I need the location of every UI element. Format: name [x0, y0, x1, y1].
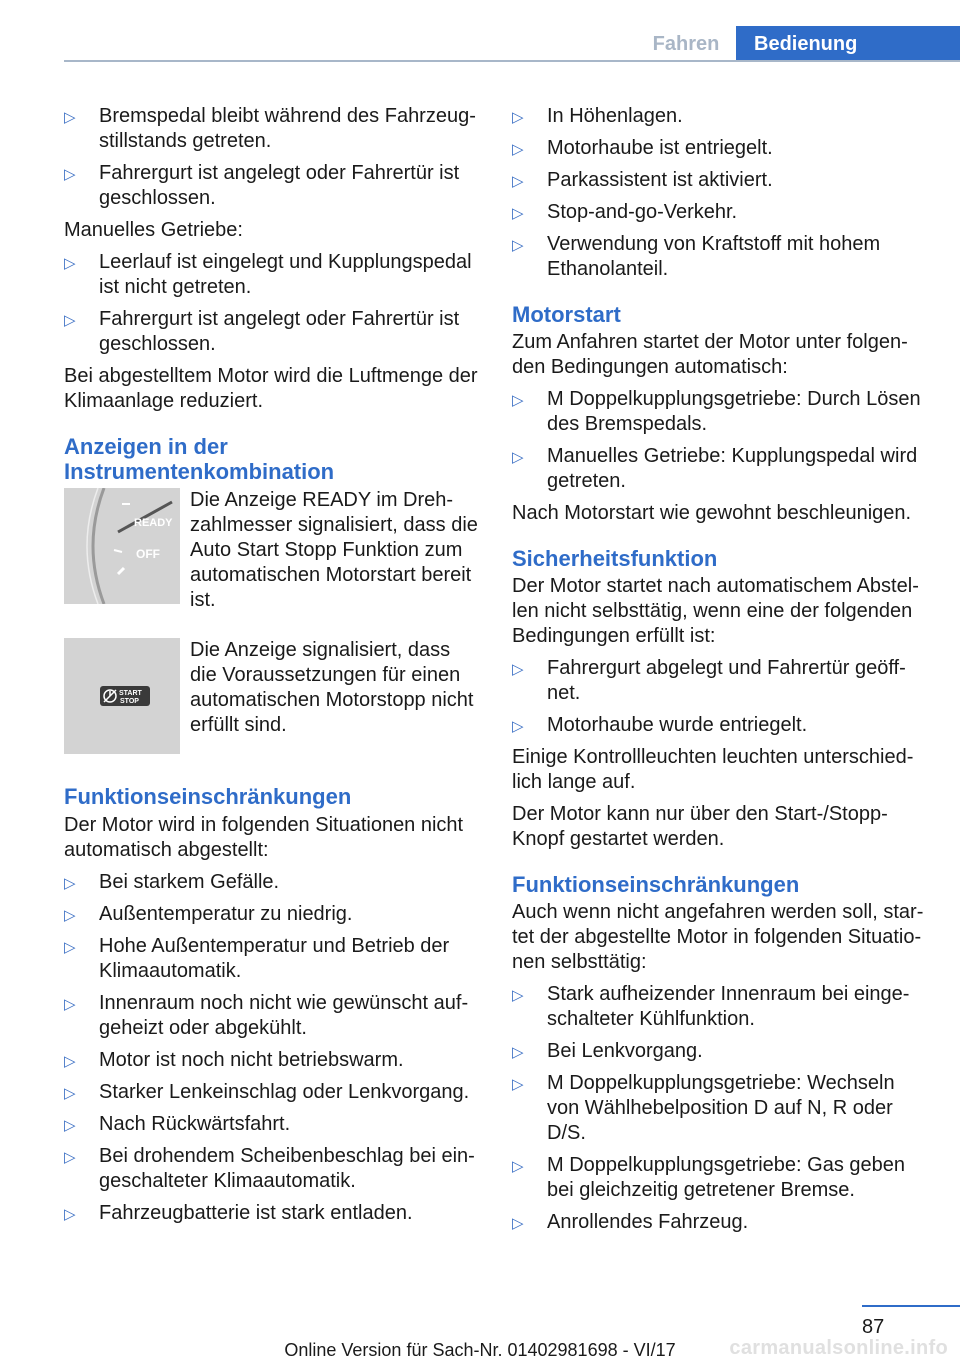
list-item — [512, 1210, 932, 1235]
heading-motorstart: Motorstart — [512, 302, 621, 327]
online-version-note: Online Version für Sach-Nr. 01402981698 - VI/17 — [284, 1340, 676, 1360]
left-list-2 — [64, 250, 480, 357]
stop-label: STOP — [120, 698, 139, 705]
bullet-triangle-icon: ▷ — [64, 875, 76, 892]
list-item-text: Motor ist noch nicht betriebswarm. — [99, 1049, 404, 1071]
list-item — [512, 104, 932, 129]
left-paragraph-1: Bei abgestelltem Motor wird die Luftmenge der Klimaanlage reduziert. — [64, 365, 478, 412]
header-tab-bedienung[interactable]: Bedienung — [736, 26, 960, 62]
right-paragraph-5: Der Motor kann nur über den Start-/Stopp-Knopf gestartet werden. — [512, 803, 888, 850]
bullet-triangle-icon: ▷ — [512, 109, 524, 126]
bullet-triangle-icon: ▷ — [512, 1076, 524, 1093]
list-item-text: In Höhenlagen. — [547, 105, 683, 127]
footer-divider — [862, 1305, 960, 1307]
list-item — [64, 1144, 480, 1194]
right-column — [512, 104, 932, 1242]
page-number: 87 — [862, 1316, 885, 1338]
heading-funktionseinschraenkungen-right: Funktionseinschränkungen — [512, 872, 800, 897]
list-item — [64, 902, 480, 927]
list-item-text: Hohe Außentemperatur und Betrieb der Klimaautomatik. — [99, 935, 450, 982]
bullet-triangle-icon: ▷ — [64, 996, 76, 1013]
ready-label: READY — [134, 517, 173, 529]
list-item — [512, 168, 932, 193]
bullet-triangle-icon: ▷ — [512, 205, 524, 222]
heading-funktionseinschraenkungen-left: Funktionseinschränkungen — [64, 784, 352, 809]
list-item-text: Außentemperatur zu niedrig. — [99, 903, 353, 925]
list-item-text: M Doppelkupplungsgetriebe: Wechseln von Wählhebelposition D auf N, R oder D/S. — [547, 1072, 895, 1144]
list-item — [512, 1039, 932, 1064]
list-item-text: Fahrzeugbatterie ist stark entladen. — [99, 1202, 413, 1224]
right-paragraph-1: Zum Anfahren startet der Motor unter folgenden Bedingungen automatisch: — [512, 331, 908, 378]
list-item-text: M Doppelkupplungsgetriebe: Durch Lösen des Bremspedals. — [547, 388, 921, 435]
list-item — [64, 250, 480, 300]
list-item — [64, 991, 480, 1041]
auto-start-stop-image — [64, 638, 180, 754]
bullet-triangle-icon: ▷ — [512, 718, 524, 735]
bullet-triangle-icon: ▷ — [64, 255, 76, 272]
list-item — [512, 387, 932, 437]
bullet-triangle-icon: ▷ — [64, 1117, 76, 1134]
list-item-text: Motorhaube ist entriegelt. — [547, 137, 773, 159]
list-item — [512, 1071, 932, 1146]
list-item-text: Fahrergurt ist angelegt oder Fahrertür ist geschlossen. — [99, 308, 460, 355]
list-item — [512, 136, 932, 161]
bullet-triangle-icon: ▷ — [512, 173, 524, 190]
right-paragraph-6: Auch wenn nicht angefahren werden soll, startet der abgestellte Motor in folgenden Situationen selbsttätig: — [512, 901, 924, 973]
bullet-triangle-icon: ▷ — [64, 939, 76, 956]
bullet-triangle-icon: ▷ — [64, 907, 76, 924]
list-item — [512, 713, 932, 738]
bullet-triangle-icon: ▷ — [64, 312, 76, 329]
tachometer-ready-image — [64, 488, 180, 604]
list-item-text: Anrollendes Fahrzeug. — [547, 1211, 749, 1233]
list-item-text: Manuelles Getriebe: Kupplungspedal wird getreten. — [547, 445, 918, 492]
list-item-text: Stop-and-go-Verkehr. — [547, 201, 738, 223]
list-item-text: Stark aufheizender Innenraum bei eingeschalteter Kühlfunktion. — [547, 983, 910, 1030]
list-item-text: M Doppelkupplungsgetriebe: Gas geben bei gleichzeitig getretener Bremse. — [547, 1154, 906, 1201]
list-item — [512, 982, 932, 1032]
list-item — [512, 444, 932, 494]
stop-indicator-row — [64, 638, 480, 764]
left-list-1 — [64, 104, 480, 211]
list-item-text: Starker Lenkeinschlag oder Lenkvorgang. — [99, 1081, 470, 1103]
left-paragraph-2: Der Motor wird in folgenden Situationen nicht automatisch abgestellt: — [64, 814, 464, 861]
bullet-triangle-icon: ▷ — [512, 987, 524, 1004]
header-divider — [64, 60, 960, 62]
list-item-text: Parkassistent ist aktiviert. — [547, 169, 773, 191]
right-list-1 — [512, 104, 932, 282]
right-list-4 — [512, 982, 932, 1235]
list-item — [64, 1080, 480, 1105]
list-item — [64, 1112, 480, 1137]
bullet-triangle-icon: ▷ — [512, 141, 524, 158]
list-item-text: Bremspedal bleibt während des Fahrzeugstillstands getreten. — [99, 105, 476, 152]
ready-indicator-text: Die Anzeige READY im Drehzahlmesser signalisiert, dass die Auto Start Stopp Funktion zum automatischen Motorstart bereit ist. — [190, 489, 478, 611]
list-item-text: Fahrergurt abgelegt und Fahrertür geöffnet. — [547, 657, 906, 704]
list-item — [512, 200, 932, 225]
list-item — [512, 232, 932, 282]
right-paragraph-3: Der Motor startet nach automatischem Abstellen nicht selbsttätig, wenn eine der folgenden Bedingungen erfüllt ist: — [512, 575, 919, 647]
list-item — [64, 104, 480, 154]
list-item-text: Bei drohendem Scheibenbeschlag bei eingeschalteter Klimaautomatik. — [99, 1145, 475, 1192]
bullet-triangle-icon: ▷ — [512, 661, 524, 678]
list-item-text: Motorhaube wurde entriegelt. — [547, 714, 808, 736]
list-item-text: Bei Lenkvorgang. — [547, 1040, 703, 1062]
list-item-text: Innenraum noch nicht wie gewünscht aufgeheizt oder abgekühlt. — [99, 992, 469, 1039]
list-item-text: Verwendung von Kraftstoff mit hohem Ethanolanteil. — [547, 233, 881, 280]
list-item-text: Nach Rückwärtsfahrt. — [99, 1113, 291, 1135]
list-item — [64, 870, 480, 895]
list-item — [64, 1048, 480, 1073]
watermark: carmanualsonline.info — [729, 1337, 948, 1359]
list-item-text: Leerlauf ist eingelegt und Kupplungspedal ist nicht getreten. — [99, 251, 472, 298]
bullet-triangle-icon: ▷ — [64, 109, 76, 126]
left-list-3 — [64, 870, 480, 1226]
bullet-triangle-icon: ▷ — [512, 1044, 524, 1061]
right-paragraph-2: Nach Motorstart wie gewohnt beschleunigen. — [512, 502, 912, 524]
bullet-triangle-icon: ▷ — [64, 1206, 76, 1223]
right-list-2 — [512, 387, 932, 494]
bullet-triangle-icon: ▷ — [64, 1085, 76, 1102]
bullet-triangle-icon: ▷ — [64, 1053, 76, 1070]
list-item — [512, 656, 932, 706]
bullet-triangle-icon: ▷ — [512, 392, 524, 409]
list-item — [64, 934, 480, 984]
right-paragraph-4: Einige Kontrollleuchten leuchten unterschiedlich lange auf. — [512, 746, 914, 793]
bullet-triangle-icon: ▷ — [64, 166, 76, 183]
off-label: OFF — [136, 547, 160, 561]
ready-indicator-row — [64, 488, 480, 614]
stop-indicator-text: Die Anzeige signalisiert, dass die Voraussetzungen für einen automatischen Motorstopp nicht erfüllt sind. — [190, 639, 474, 736]
start-label: START — [119, 690, 142, 697]
list-item-text: Fahrergurt ist angelegt oder Fahrertür ist geschlossen. — [99, 162, 460, 209]
heading-sicherheitsfunktion: Sicherheitsfunktion — [512, 546, 718, 571]
header-tab-fahren[interactable]: Fahren — [652, 33, 720, 55]
list-item-text: Bei starkem Gefälle. — [99, 871, 280, 893]
bullet-triangle-icon: ▷ — [512, 1158, 524, 1175]
list-item — [64, 161, 480, 211]
left-column — [64, 104, 480, 1233]
bullet-triangle-icon: ▷ — [64, 1149, 76, 1166]
list-item — [64, 1201, 480, 1226]
manual-gear-label: Manuelles Getriebe: — [64, 219, 243, 241]
list-item — [512, 1153, 932, 1203]
bullet-triangle-icon: ▷ — [512, 1215, 524, 1232]
list-item — [64, 307, 480, 357]
heading-anzeigen: Anzeigen in der Instrumentenkombination — [64, 434, 335, 484]
bullet-triangle-icon: ▷ — [512, 449, 524, 466]
right-list-3 — [512, 656, 932, 738]
bullet-triangle-icon: ▷ — [512, 237, 524, 254]
